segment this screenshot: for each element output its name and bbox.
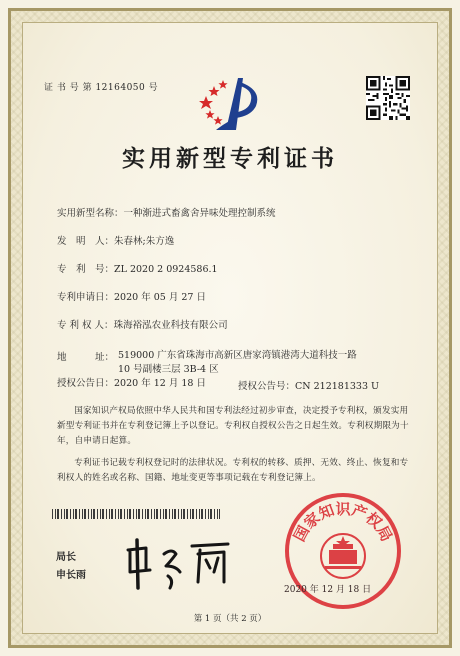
address-label: 地 址： — [57, 352, 115, 363]
inventor-row — [57, 236, 174, 248]
grant-number-value: CN 212181333 U — [295, 381, 380, 392]
patentee-row — [57, 320, 228, 332]
certificate-title: 实用新型专利证书 — [122, 145, 338, 172]
legal-status-paragraph: 专利证书记载专利权登记时的法律状况。专利权的转移、质押、无效、终止、恢复和专利权人的姓名或名称、国籍、地址变更等事项记载在专利登记簿上。 — [57, 458, 409, 483]
patent-number-row — [57, 264, 218, 276]
grant-date-label: 授权公告日： — [57, 378, 115, 389]
page-footer: 第 1 页（共 2 页） — [193, 614, 267, 624]
filing-date-label: 专利申请日： — [57, 292, 115, 303]
utility-model-name-value: 一种渐进式畜禽舍异味处理控制系统 — [123, 208, 276, 219]
cnipa-emblem-icon — [196, 72, 266, 134]
address-value: 519000 广东省珠海市高新区唐家湾镇港湾大道科技一路 10 号副楼三层 3B-4 区 — [118, 350, 357, 375]
grant-date-value: 2020 年 12 月 18 日 — [114, 378, 206, 389]
patentee-value: 珠海裕泓农业科技有限公司 — [113, 320, 228, 331]
director-signature-icon — [120, 532, 235, 592]
inventor-value: 朱春林;朱方逸 — [114, 236, 175, 247]
filing-date-value: 2020 年 05 月 27 日 — [114, 292, 206, 303]
director-title: 局长 — [56, 552, 76, 563]
grant-number-row — [238, 378, 379, 392]
grant-date-row — [57, 378, 206, 390]
utility-model-name-label: 实用新型名称： — [57, 208, 124, 219]
inventor-label: 发 明 人： — [57, 236, 115, 247]
director-name: 申长雨 — [56, 570, 86, 581]
grant-statement-paragraph: 国家知识产权局依照中华人民共和国专利法经过初步审查，决定授予专利权，颁发实用新型专利证书并在专利登记簿上予以登记。专利权自授权公告之日起生效。专利权期限为十年，自申请日起算。 — [57, 406, 409, 446]
barcode-icon — [52, 509, 220, 519]
grant-number-label: 授权公告号： — [238, 381, 296, 392]
patentee-label: 专 利 权 人： — [57, 320, 114, 331]
filing-date-row — [57, 292, 206, 304]
seal-arc-text: 国家知识产权局 — [290, 500, 396, 545]
patent-number-value: ZL 2020 2 0924586.1 — [114, 264, 218, 275]
seal-date: 2020 年 12 月 18 日 — [284, 585, 372, 595]
utility-model-name-row — [57, 208, 276, 220]
qr-code-icon — [366, 76, 410, 120]
patent-number-label: 专 利 号： — [57, 264, 115, 275]
certificate-number: 证 书 号 第 12164050 号 — [44, 83, 159, 93]
